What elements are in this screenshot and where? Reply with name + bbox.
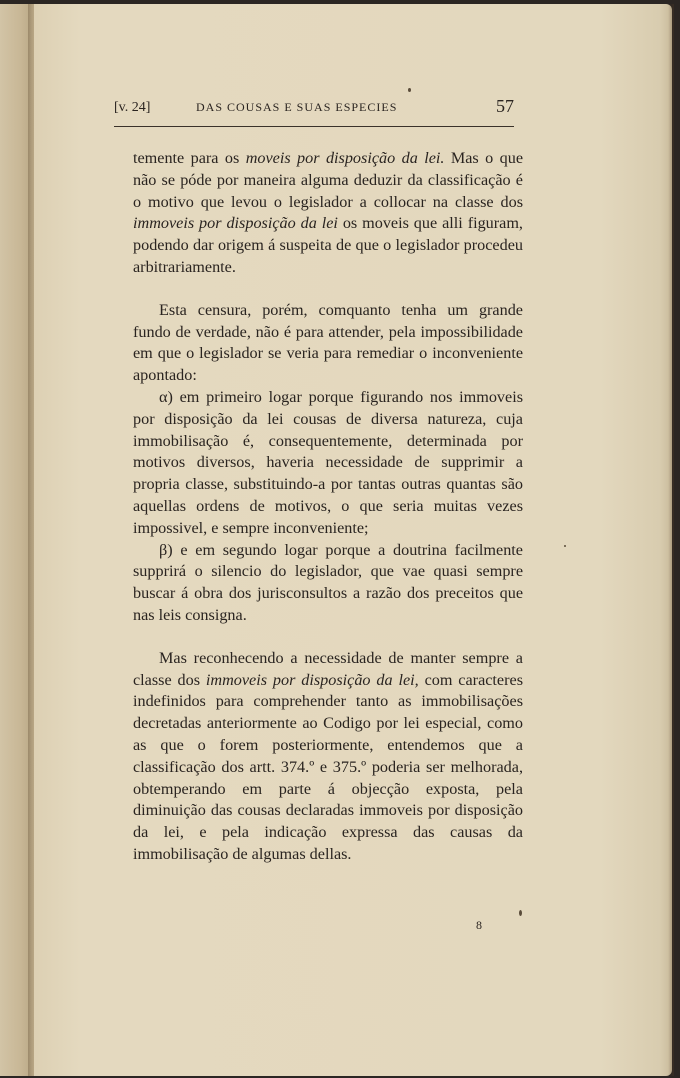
page-number: 57: [496, 96, 514, 116]
italic-phrase: moveis por disposição da lei.: [245, 149, 445, 167]
running-header: [114, 96, 514, 124]
text-run: Mas o que não se póde por maneira alguma deduzir da classificação é o motivo que levou o legislador a collocar na classe dos: [133, 149, 523, 211]
ink-speck: [519, 910, 522, 916]
ink-speck: [564, 545, 566, 547]
header-title: DAS COUSAS E SUAS ESPECIES: [196, 100, 398, 114]
ink-speck: [408, 88, 411, 92]
header-rule: [114, 126, 514, 127]
text-run: temente para os: [133, 149, 246, 167]
paragraph: [133, 540, 523, 627]
paragraph: [133, 648, 523, 866]
text-run: α) em primeiro logar porque figurando nos immoveis por disposição da lei cousas de diversa natureza, cuja immobilisação é, consequentemente, determinada por motivos diversos, haveria necessidade de supprimir a propria classe, substituindo-a por tantas outras quantas são aquellas ordens de motivos, o que seria muitas vezes impossivel, e sempre inconveniente;: [133, 387, 523, 537]
paragraph: [133, 148, 523, 279]
text-run: Esta censura, porém, comquanto tenha um grande fundo de verdade, não é para attender, pela impossibilidade em que o legislador se veria para remediar o inconveniente apontado:: [133, 300, 523, 385]
italic-phrase: immoveis por disposição da lei,: [205, 670, 419, 689]
paragraph: [133, 387, 523, 540]
text-run: Mas reconhecendo a necessidade de manter sempre a classe dos: [133, 648, 523, 689]
body-text: [133, 148, 523, 866]
text-run: com caracteres indefinidos para comprehender tanto as immobilisações decretadas anteriormente ao Codigo por lei especial, como as que o forem posteriormente, entendemos que a classificação dos artt. 374.º e 375.º poderia ser melhorada, obtemperando em parte á objecção exposta, pela diminuição das cousas declaradas immoveis por disposição da lei, e pela indicação expressa das causas da immobilisação de algumas dellas.: [133, 670, 523, 863]
signature-mark: 8: [476, 918, 482, 932]
text-run: os moveis que alli figuram, podendo dar origem á suspeita de que o legislador procedeu arbitrariamente.: [133, 214, 523, 276]
page-edge-shadow: [668, 4, 674, 1076]
text-run: β) e em segundo logar porque a doutrina facilmente supprirá o silencio do legislador, que vae quasi sempre buscar á obra dos jurisconsultos a razão dos preceitos que nas leis consigna.: [133, 540, 523, 624]
header-volume: [v. 24]: [114, 100, 151, 115]
italic-phrase: immoveis por disposição da lei: [133, 214, 338, 233]
paragraph: [133, 300, 523, 387]
spine-shadow: [28, 4, 34, 1076]
